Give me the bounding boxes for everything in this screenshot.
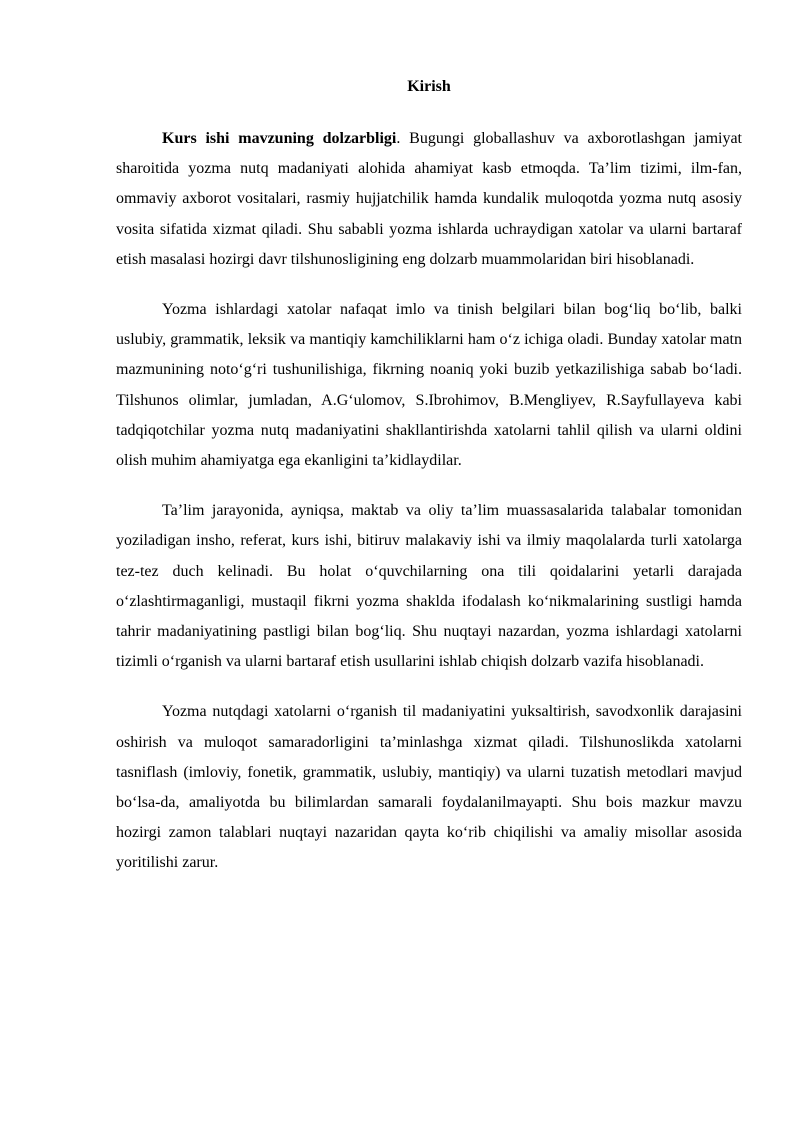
- paragraph-text: Yozma ishlardagi xatolar nafaqat imlo va tinish belgilari bilan bog‘liq bo‘lib, balki uslubiy, grammatik, leksik va mantiqiy kamchiliklarni ham o‘z ichiga oladi. Bunday xatolar matn mazmunining noto‘g‘ri tushunilishiga, fikrning noaniq yoki buzib yetkazilishiga sabab bo‘ladi. Tilshunos olimlar, jumladan, A.G‘ulomov, S.Ibrohimov, B.Mengliyev, R.Sayfullayeva kabi tadqiqotchilar yozma nutq madaniyatini shakllantirishda xatolarni tahlil qilish va ularni oldini olish muhim ahamiyatga ega ekanligini ta’kidlaydilar.: [116, 301, 742, 470]
- paragraph-relevance: [116, 124, 742, 275]
- paragraph-lead: Kurs ishi mavzuning dolzarbligi: [162, 130, 397, 147]
- document-body: [116, 124, 742, 899]
- paragraph-text: Ta’lim jarayonida, ayniqsa, maktab va oliy ta’lim muassasalarida talabalar tomonidan yoziladigan insho, referat, kurs ishi, bitiruv malakaviy ishi va ilmiy maqolalarda turli xatolarga tez-tez duch kelinadi. Bu holat o‘quvchilarning ona tili qoidalarini yetarli darajada o‘zlashtirmaganligi, mustaqil fikrni yozma shaklda ifodalash ko‘nikmalarining sustligi hamda tahrir madaniyatining pastligi bilan bog‘liq. Shu nuqtayi nazardan, yozma ishlardagi xatolarni tizimli o‘rganish va ularni bartaraf etish usullarini ishlab chiqish dolzarb vazifa hisoblanadi.: [116, 502, 742, 671]
- paragraph-error-types: [116, 295, 742, 476]
- page-title: Kirish: [407, 78, 451, 95]
- paragraph-text: Yozma nutqdagi xatolarni o‘rganish til madaniyatini yuksaltirish, savodxonlik darajasini oshirish va muloqot samaradorligini ta’minlashga xizmat qiladi. Tilshunoslikda xatolarni tasniflash (imloviy, fonetik, grammatik, uslubiy, mantiqiy) va ularni tuzatish metodlari mavjud bo‘lsa-da, amaliyotda bu bilimlardan samarali foydalanilmayapti. Shu bois mazkur mavzu hozirgi zamon talablari nuqtayi nazaridan qayta ko‘rib chiqilishi va amaliy misollar asosida yoritilishi zarur.: [116, 703, 742, 872]
- paragraph-education: [116, 496, 742, 677]
- paragraph-text: . Bugungi globallashuv va axborotlashgan jamiyat sharoitida yozma nutq madaniyati alohida ahamiyat kasb etmoqda. Ta’lim tizimi, ilm-fan, ommaviy axborot vositalari, rasmiy hujjatchilik hamda kundalik muloqotda yozma nutq asosiy vosita sifatida xizmat qiladi. Shu sababli yozma ishlarda uchraydigan xatolar va ularni bartaraf etish masalasi hozirgi davr tilshunosligining eng dolzarb muammolaridan biri hisoblanadi.: [116, 130, 743, 268]
- paragraph-study-purpose: [116, 697, 742, 878]
